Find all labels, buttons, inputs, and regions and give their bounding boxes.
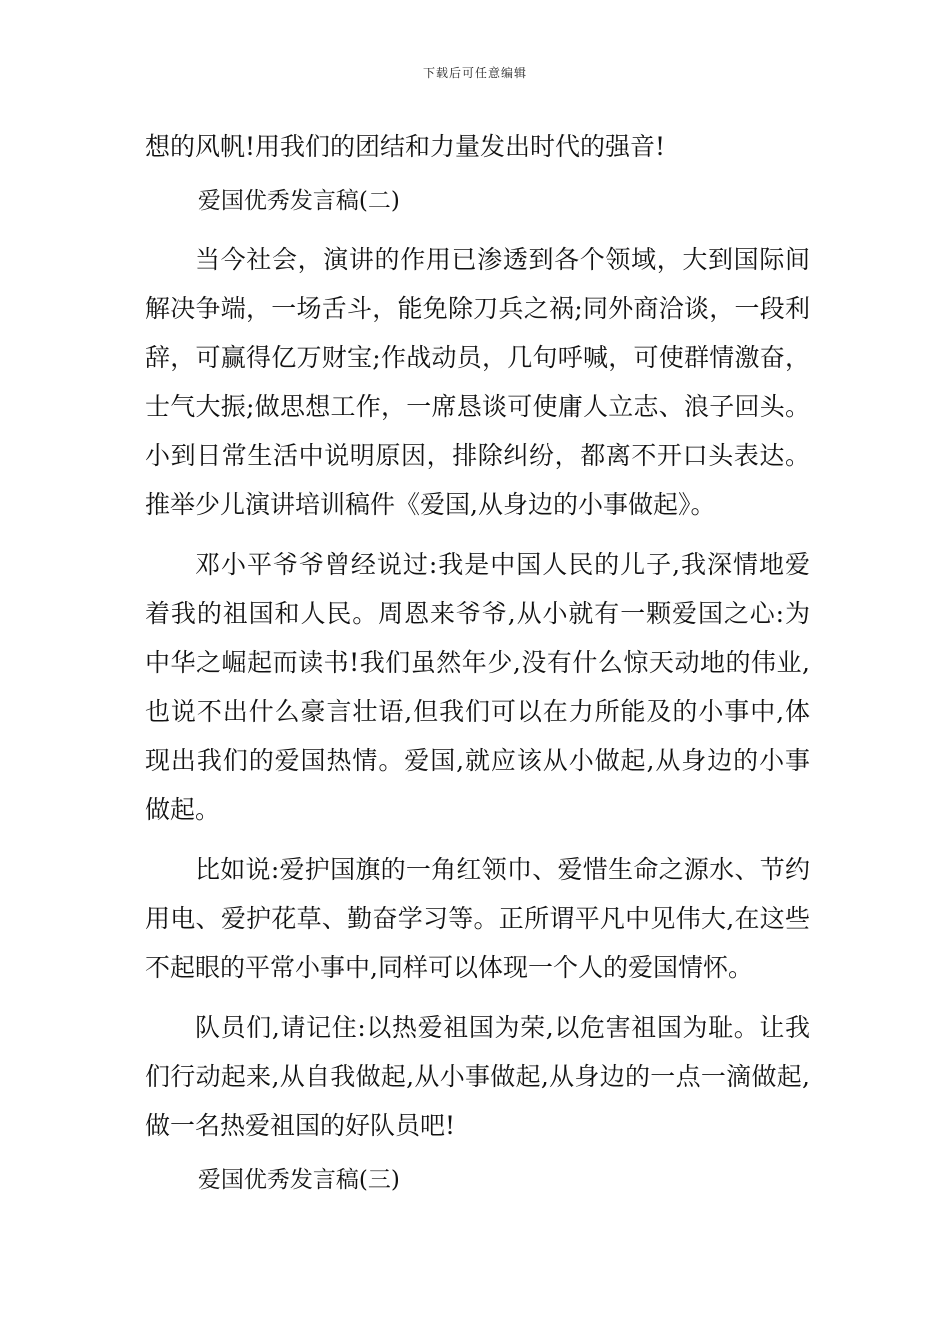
page-header: 下载后可任意编辑 [422,66,527,80]
section-heading-3: 爱国优秀发言稿(三) [197,1167,400,1193]
paragraph-3: 比如说:爱护国旗的一角红领巾、爱惜生命之源水、节约用电、爱护花草、勤奋学习等。正所谓平凡中见伟大,在这些不起眼的平常小事中,同样可以体现一个人的爱国情怀。 [145,855,810,982]
paragraph-intro-tail: 想的风帆!用我们的团结和力量发出时代的强音! [145,132,666,161]
paragraph-4: 队员们,请记住:以热爱祖国为荣,以危害祖国为耻。让我们行动起来,从自我做起,从小事做起,从身边的一点一滴做起,做一名热爱祖国的好队员吧! [145,1013,810,1140]
document-body [145,122,810,1210]
paragraph-2: 邓小平爷爷曾经说过:我是中国人民的儿子,我深情地爱着我的祖国和人民。周恩来爷爷,从小就有一颗爱国之心:为中华之崛起而读书!我们虽然年少,没有什么惊天动地的伟业,也说不出什么豪言壮语,但我们可以在力所能及的小事中,体现出我们的爱国热情。爱国,就应该从小做起,从身边的小事做起。 [145,550,810,824]
paragraph-1: 当今社会，演讲的作用已渗透到各个领域，大到国际间解决争端，一场舌斗，能免除刀兵之祸;同外商洽谈，一段利辞，可赢得亿万财宝;作战动员，几句呼喊，可使群情激奋，士气大振;做思想工作，一席恳谈可使庸人立志、浪子回头。小到日常生活中说明原因，排除纠纷，都离不开口头表达。推举少儿演讲培训稿件《爱国,从身边的小事做起》。 [145,245,810,519]
section-heading-2: 爱国优秀发言稿(二) [197,188,400,214]
